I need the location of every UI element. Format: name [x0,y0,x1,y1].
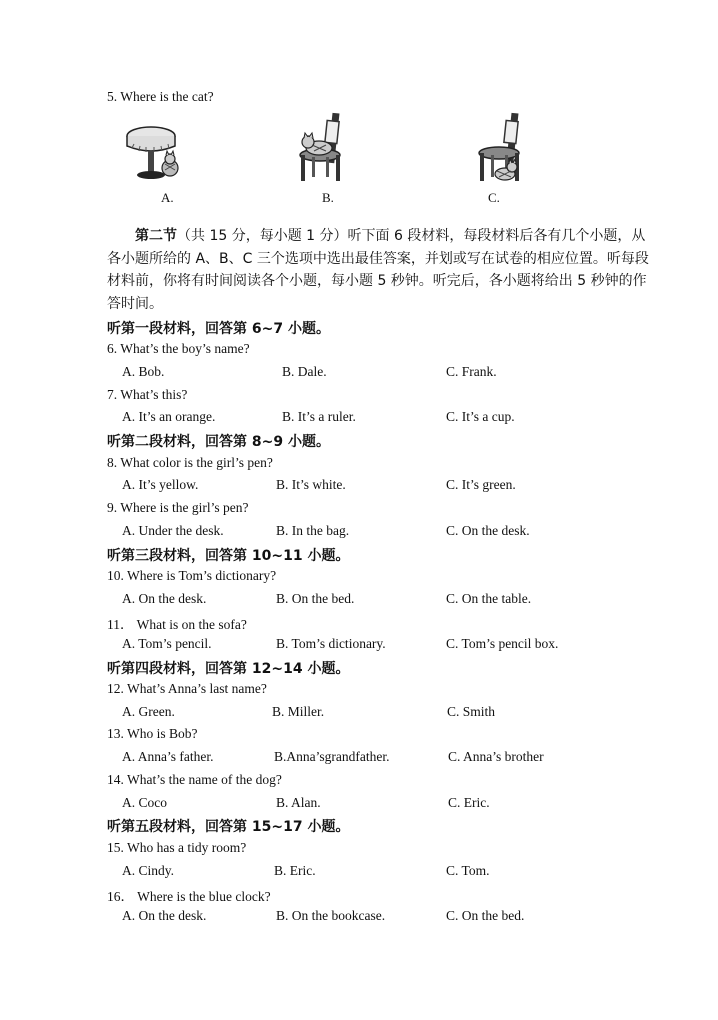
q9-option-b[interactable]: B. In the bag. [276,523,350,538]
picture-label-c: C. [488,190,500,205]
q8-option-c[interactable]: C. It’s green. [446,477,516,492]
q7-option-c[interactable]: C. It’s a cup. [446,409,515,424]
section-2-title: 第二节 [135,228,177,244]
q15-option-b[interactable]: B. Eric. [274,863,316,878]
question-11: 11． What is on the sofa? [107,617,247,632]
question-6: 6. What’s the boy’s name? [107,341,250,356]
section-2-instructions [107,225,655,316]
table-cat-image-a [124,124,184,184]
q11-option-c[interactable]: C. Tom’s pencil box. [446,636,559,651]
question-7: 7. What’s this? [107,387,188,402]
question-14: 14. What’s the name of the dog? [107,772,282,787]
q6-option-c[interactable]: C. Frank. [446,364,497,379]
question-15: 15. Who has a tidy room? [107,840,247,855]
question-16: 16． Where is the blue clock? [107,889,271,904]
question-8: 8. What color is the girl’s pen? [107,455,273,470]
q14-option-c[interactable]: C. Eric. [448,795,490,810]
q10-option-a[interactable]: A. On the desk. [122,591,207,606]
picture-label-b: B. [322,190,334,205]
q7-option-b[interactable]: B. It’s a ruler. [282,409,356,424]
section-header-2: 听第二段材料，回答第 8~9 小题。 [107,434,330,450]
q16-option-b[interactable]: B. On the bookcase. [276,908,386,923]
q13-option-a[interactable]: A. Anna’s father. [122,749,214,764]
q16-option-a[interactable]: A. On the desk. [122,908,207,923]
q15-option-c[interactable]: C. Tom. [446,863,490,878]
question-10: 10. Where is Tom’s dictionary? [107,568,277,583]
q14-option-b[interactable]: B. Alan. [276,795,321,810]
q11-option-b[interactable]: B. Tom’s dictionary. [276,636,386,651]
section-header-1: 听第一段材料，回答第 6~7 小题。 [107,321,330,337]
section-header-5: 听第五段材料，回答第 15~17 小题。 [107,819,350,835]
q8-option-b[interactable]: B. It’s white. [276,477,346,492]
cat-under-chair-image-c [475,111,527,183]
q13-option-b[interactable]: B.Anna’sgrandfather. [274,749,390,764]
q9-option-c[interactable]: C. On the desk. [446,523,530,538]
q10-option-b[interactable]: B. On the bed. [276,591,355,606]
question-12: 12. What’s Anna’s last name? [107,681,267,696]
section-2-text: （共 15 分，每小题 1 分）听下面 6 段材料，每段材料后各有几个小题，从各小题所给的 A、B、C 三个选项中选出最佳答案，并划或写在试卷的相应位置。听每段材料前，你将有时间阅读各个小题，每小题 5 秒钟。听完后，各小题将给出 5 秒钟的作答时间。 [107,228,649,313]
q15-option-a[interactable]: A. Cindy. [122,863,175,878]
q13-option-c[interactable]: C. Anna’s brother [448,749,544,764]
q10-option-c[interactable]: C. On the table. [446,591,532,606]
q12-option-a[interactable]: A. Green. [122,704,175,719]
q11-option-a[interactable]: A. Tom’s pencil. [122,636,212,651]
picture-label-a: A. [161,190,174,205]
q9-option-a[interactable]: A. Under the desk. [122,523,224,538]
q8-option-a[interactable]: A. It’s yellow. [122,477,199,492]
q16-option-c[interactable]: C. On the bed. [446,908,525,923]
cat-on-chair-image-b [296,111,348,183]
q7-option-a[interactable]: A. It’s an orange. [122,409,216,424]
q6-option-b[interactable]: B. Dale. [282,364,327,379]
section-header-4: 听第四段材料，回答第 12~14 小题。 [107,661,350,677]
question-5: 5. Where is the cat? [107,89,214,104]
question-9: 9. Where is the girl’s pen? [107,500,249,515]
section-header-3: 听第三段材料，回答第 10~11 小题。 [107,548,350,564]
q14-option-a[interactable]: A. Coco [122,795,167,810]
q6-option-a[interactable]: A. Bob. [122,364,165,379]
q12-option-b[interactable]: B. Miller. [272,704,325,719]
question-13: 13. Who is Bob? [107,726,198,741]
q12-option-c[interactable]: C. Smith [447,704,496,719]
